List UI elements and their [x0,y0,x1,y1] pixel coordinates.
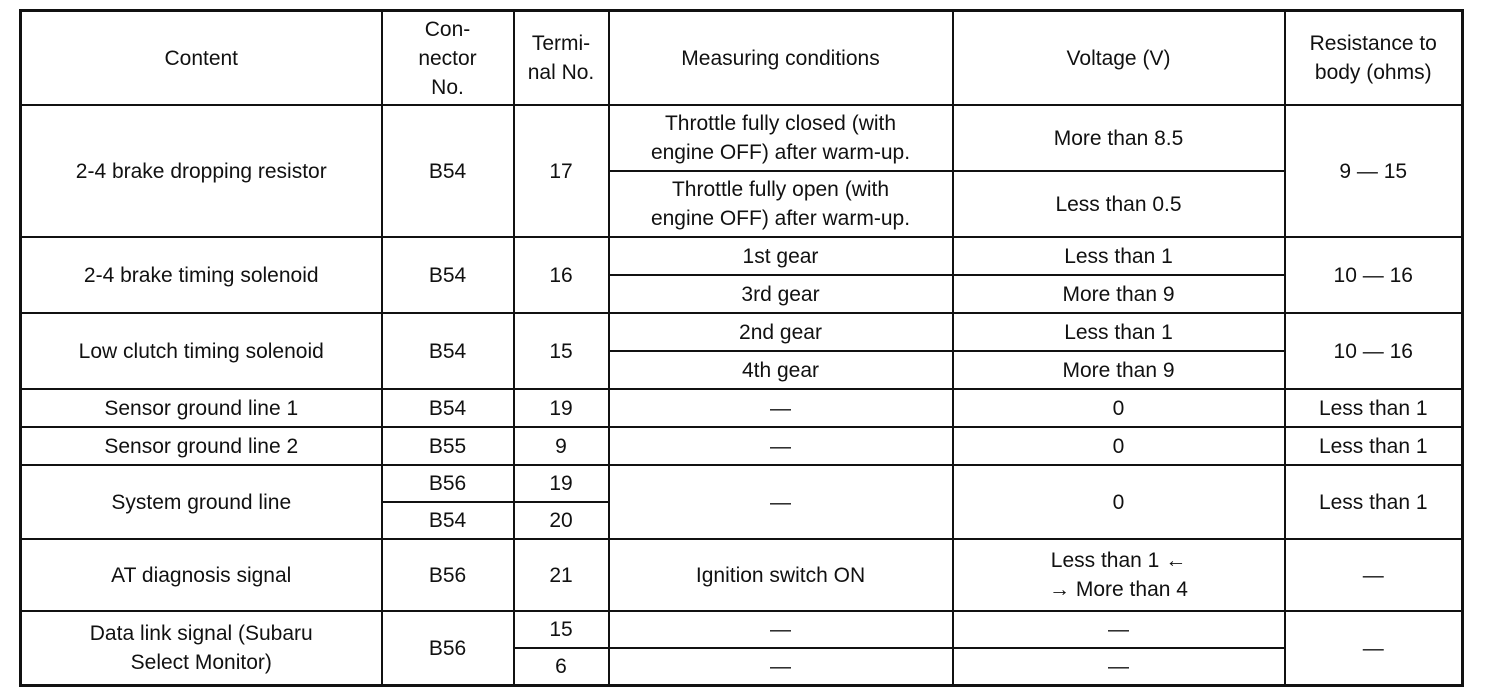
cell-terminal: 17 [514,105,609,237]
spec-table-wrapper [19,9,1464,687]
cell-connector: B54 [382,389,514,427]
cell-voltage: — [953,611,1285,648]
header-row [21,11,1463,106]
cell-resistance: 9 — 15 [1285,105,1463,237]
cell-voltage: More than 8.5 [953,105,1285,171]
cell-connector: B56 [382,611,514,686]
cell-terminal: 16 [514,237,609,313]
cell-voltage: 0 [953,389,1285,427]
cell-terminal: 20 [514,502,609,539]
cell-connector: B56 [382,465,514,502]
cell-resistance: Less than 1 [1285,389,1463,427]
cell-voltage: Less than 1 [953,313,1285,351]
cell-content: Data link signal (Subaru Select Monitor) [21,611,382,686]
table-row [21,105,1463,171]
cell-voltage: More than 9 [953,351,1285,389]
cell-terminal: 21 [514,539,609,611]
cell-content: System ground line [21,465,382,539]
cell-condition: — [609,611,953,648]
cell-content: Low clutch timing solenoid [21,313,382,389]
cell-condition: 3rd gear [609,275,953,313]
cell-voltage: Less than 1 [953,237,1285,275]
cell-terminal: 9 [514,427,609,465]
cell-voltage: Less than 1 ← → More than 4 [953,539,1285,611]
cell-terminal: 6 [514,648,609,686]
cell-condition: — [609,389,953,427]
cell-content: Sensor ground line 2 [21,427,382,465]
cell-connector: B54 [382,105,514,237]
table-row [21,237,1463,275]
table-row [21,313,1463,351]
cell-resistance: — [1285,539,1463,611]
cell-terminal: 15 [514,313,609,389]
cell-content: 2-4 brake timing solenoid [21,237,382,313]
cell-resistance: Less than 1 [1285,465,1463,539]
cell-voltage: 0 [953,427,1285,465]
table-row [21,611,1463,648]
cell-condition: Throttle fully open (with engine OFF) after warm-up. [609,171,953,237]
cell-terminal: 15 [514,611,609,648]
header-voltage: Voltage (V) [953,11,1285,106]
cell-content: AT diagnosis signal [21,539,382,611]
header-terminal: Termi- nal No. [514,11,609,106]
cell-condition: 2nd gear [609,313,953,351]
cell-voltage: Less than 0.5 [953,171,1285,237]
cell-resistance: 10 — 16 [1285,237,1463,313]
cell-terminal: 19 [514,465,609,502]
cell-condition: Throttle fully closed (with engine OFF) after warm-up. [609,105,953,171]
cell-condition: — [609,648,953,686]
table-row [21,427,1463,465]
header-content: Content [21,11,382,106]
cell-content: Sensor ground line 1 [21,389,382,427]
cell-resistance: — [1285,611,1463,686]
cell-voltage: — [953,648,1285,686]
cell-condition: 4th gear [609,351,953,389]
cell-resistance: Less than 1 [1285,427,1463,465]
cell-condition: — [609,465,953,539]
table-row [21,389,1463,427]
cell-condition: Ignition switch ON [609,539,953,611]
cell-connector: B54 [382,237,514,313]
cell-resistance: 10 — 16 [1285,313,1463,389]
table-row [21,465,1463,502]
cell-voltage: 0 [953,465,1285,539]
cell-terminal: 19 [514,389,609,427]
terminal-spec-table [19,9,1464,687]
cell-connector: B54 [382,502,514,539]
table-row [21,539,1463,611]
header-resistance: Resistance to body (ohms) [1285,11,1463,106]
header-conditions: Measuring conditions [609,11,953,106]
cell-condition: 1st gear [609,237,953,275]
cell-connector: B54 [382,313,514,389]
header-connector: Con- nector No. [382,11,514,106]
cell-connector: B56 [382,539,514,611]
cell-condition: — [609,427,953,465]
cell-connector: B55 [382,427,514,465]
cell-content: 2-4 brake dropping resistor [21,105,382,237]
cell-voltage: More than 9 [953,275,1285,313]
